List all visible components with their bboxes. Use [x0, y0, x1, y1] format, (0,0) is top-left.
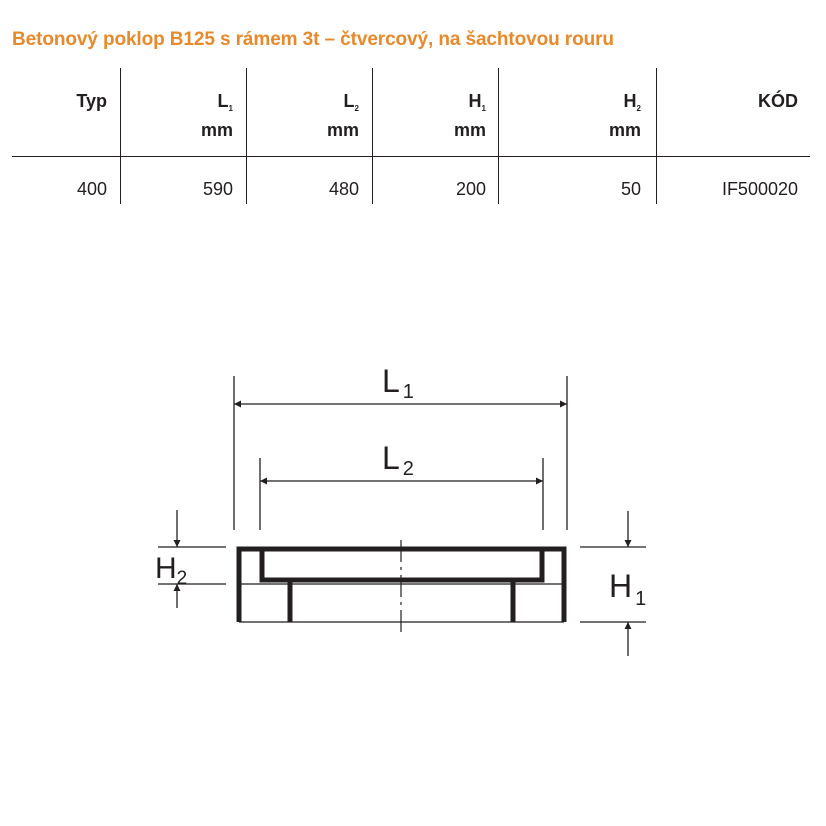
header-l2-subscript: 2: [354, 104, 359, 113]
cell-l1: 590: [202, 179, 233, 199]
l1-label: L 1: [382, 363, 414, 403]
lid-recess: [262, 549, 542, 580]
header-h2-unit: mm: [608, 120, 641, 140]
header-h1-letter: H: [468, 91, 482, 111]
header-l1-letter: L: [217, 91, 229, 111]
header-l2-unit: mm: [326, 120, 359, 140]
cell-h1: 200: [455, 179, 486, 199]
header-h2-letter: H: [623, 91, 637, 111]
header-typ-label: Typ: [76, 91, 107, 111]
l2-label: L 2: [382, 440, 414, 480]
header-l2-letter: L: [343, 91, 355, 111]
h1-label: H $_1$: [609, 568, 647, 610]
cell-typ: 400: [76, 179, 107, 199]
header-h1-unit: mm: [453, 120, 486, 140]
header-l1-unit: mm: [200, 120, 233, 140]
header-kod-label: KÓD: [758, 91, 798, 111]
cell-kod: IF500020: [721, 179, 798, 199]
header-h1-subscript: 1: [481, 104, 486, 113]
page-title: Betonový poklop B125 s rámem 3t – čtvercový, na šachtovou rouru: [12, 29, 614, 50]
h2-label: $H_2$: [155, 552, 188, 589]
cell-h2: 50: [620, 179, 641, 199]
cell-l2: 480: [328, 179, 359, 199]
header-l1-subscript: 1: [228, 104, 233, 113]
header-h2-subscript: 2: [636, 104, 641, 113]
